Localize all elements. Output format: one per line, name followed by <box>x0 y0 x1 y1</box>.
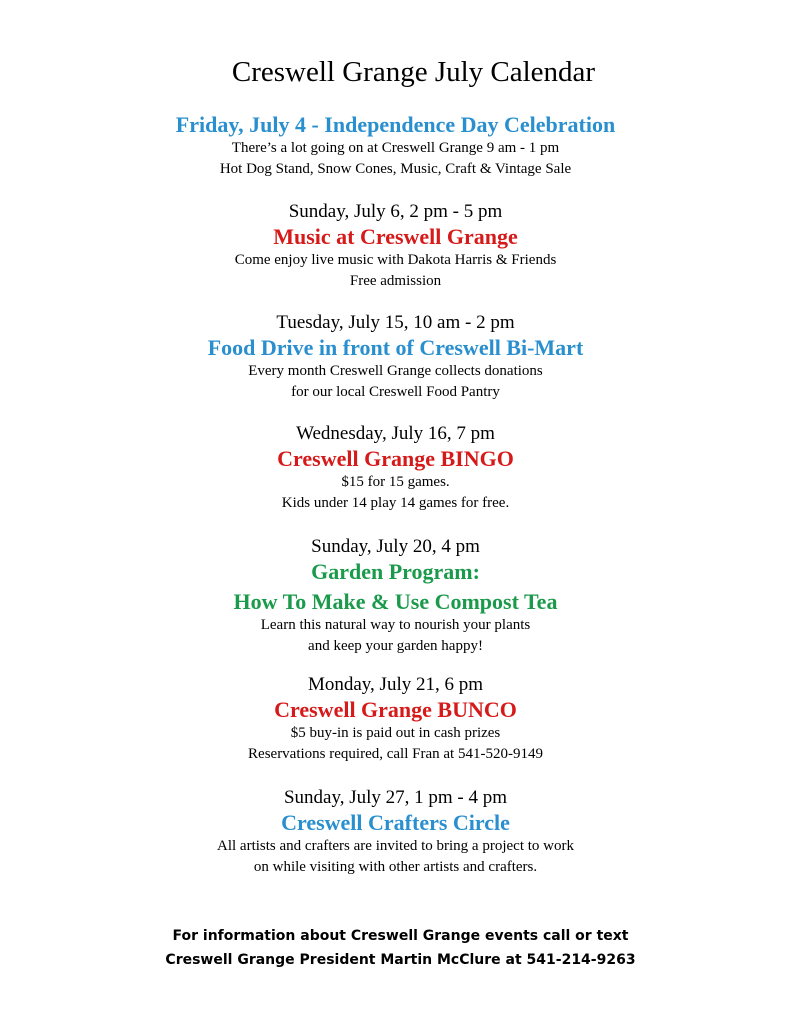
event-date: Sunday, July 20, 4 pm <box>311 536 480 557</box>
event-headline: Friday, July 4 - Independence Day Celebration <box>175 112 616 137</box>
event-food-drive <box>0 311 791 403</box>
event-headline: Garden Program: <box>311 559 480 584</box>
event-detail: Learn this natural way to nourish your plants <box>260 617 531 633</box>
contact-footer <box>0 924 791 972</box>
page-title: Creswell Grange July Calendar <box>231 56 596 88</box>
event-date: Tuesday, July 15, 10 am - 2 pm <box>276 312 515 333</box>
event-detail: All artists and crafters are invited to bring a project to work <box>217 838 574 854</box>
event-date: Sunday, July 27, 1 pm - 4 pm <box>283 787 508 808</box>
event-detail: There’s a lot going on at Creswell Grange 9 am - 1 pm <box>231 140 560 156</box>
event-headline: Music at Creswell Grange <box>273 224 518 249</box>
event-headline: Creswell Crafters Circle <box>281 810 510 835</box>
event-music <box>0 200 791 292</box>
footer-line: For information about Creswell Grange events call or text <box>172 928 629 944</box>
event-independence-day <box>0 112 791 180</box>
event-detail: Reservations required, call Fran at 541-520-9149 <box>248 746 543 762</box>
event-crafters-circle <box>0 786 791 878</box>
event-date: Monday, July 21, 6 pm <box>307 674 484 695</box>
event-detail: Every month Creswell Grange collects donations <box>248 363 543 379</box>
event-date: Sunday, July 6, 2 pm - 5 pm <box>288 201 503 222</box>
event-detail: on while visiting with other artists and crafters. <box>253 859 538 875</box>
event-garden-program <box>0 535 791 657</box>
event-detail: Come enjoy live music with Dakota Harris & Friends <box>234 252 557 268</box>
event-headline: Creswell Grange BUNCO <box>274 697 517 722</box>
event-detail: and keep your garden happy! <box>308 638 483 654</box>
event-bunco <box>0 673 791 765</box>
event-detail: Free admission <box>349 273 442 289</box>
event-date: Wednesday, July 16, 7 pm <box>296 423 495 444</box>
event-headline: Creswell Grange BINGO <box>277 446 514 471</box>
event-detail: Hot Dog Stand, Snow Cones, Music, Craft & Vintage Sale <box>219 161 572 177</box>
footer-line: Creswell Grange President Martin McClure at 541-214-9263 <box>165 952 636 968</box>
event-detail: $5 buy-in is paid out in cash prizes <box>290 725 501 741</box>
event-headline-second-line: How To Make & Use Compost Tea <box>233 589 558 614</box>
event-detail: Kids under 14 play 14 games for free. <box>281 495 510 511</box>
event-detail: for our local Creswell Food Pantry <box>291 384 500 400</box>
event-bingo <box>0 422 791 514</box>
event-headline: Food Drive in front of Creswell Bi-Mart <box>207 335 584 360</box>
event-detail: $15 for 15 games. <box>341 474 450 490</box>
